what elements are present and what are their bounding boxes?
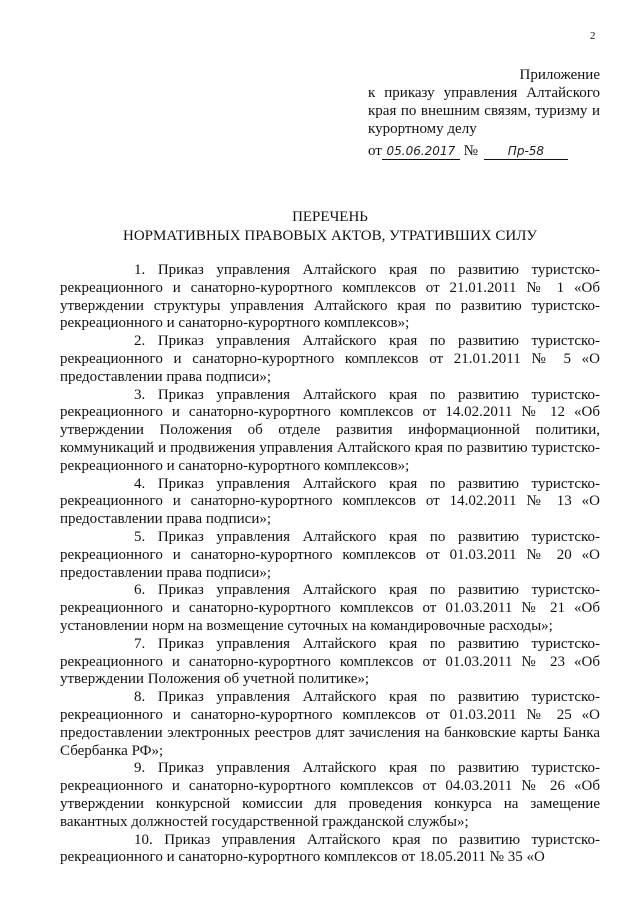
list-item: 3. Приказ управления Алтайского края по развитию туристско-рекреационного и санаторно-курортного комплексов от 14.02.2011 № 12 «Об утверждении Положения об отделе развития информационной политики, коммуникаций и продвижения управления Алтайского края по развитию туристско-рекреационного и санаторно-курортного комплексов»; <box>60 386 600 474</box>
appendix-block <box>368 66 600 160</box>
appendix-date-number-line <box>368 142 600 160</box>
number-label: № <box>463 143 478 159</box>
handwritten-number: Пр-58 <box>484 144 568 160</box>
heading-line-1: ПЕРЕЧЕНЬ <box>292 209 368 225</box>
list-item: 6. Приказ управления Алтайского края по развитию туристско-рекреационного и санаторно-курортного комплексов от 01.03.2011 № 21 «Об установлении норм на возмещение суточных на командировочные расходы»; <box>60 582 600 634</box>
appendix-title: Приложение <box>519 67 600 83</box>
acts-list <box>60 262 600 867</box>
list-item: 1. Приказ управления Алтайского края по развитию туристско-рекреационного и санаторно-курортного комплексов от 21.01.2011 № 1 «Об утверждении структуры управления Алтайского края по развитию туристско-рекреационного и санаторно-курортного комплексов»; <box>60 262 600 332</box>
list-item: 9. Приказ управления Алтайского края по развитию туристско-рекреационного и санаторно-курортного комплексов от 04.03.2011 № 26 «Об утверждении конкурсной комиссии для проведения конкурса на замещение вакантных должностей государственной гражданской службы»; <box>60 760 600 830</box>
from-label: от <box>368 143 382 159</box>
list-item: 5. Приказ управления Алтайского края по развитию туристско-рекреационного и санаторно-курортного комплексов от 01.03.2011 № 20 «О предоставлении права подписи»; <box>60 528 600 581</box>
list-item: 8. Приказ управления Алтайского края по развитию туристско-рекреационного и санаторно-курортного комплексов от 01.03.2011 № 25 «О предоставлении электронных реестров длят зачисления на банковские карты Банка Сбербанка РФ»; <box>60 689 600 759</box>
list-item: 10. Приказ управления Алтайского края по развитию туристско-рекреационного и санаторно-курортного комплексов от 18.05.2011 № 35 «О <box>60 831 600 866</box>
list-item: 4. Приказ управления Алтайского края по развитию туристско-рекреационного и санаторно-курортного комплексов от 14.02.2011 № 13 «О предоставлении права подписи»; <box>60 475 600 528</box>
document-heading <box>60 208 600 246</box>
appendix-body: к приказу управления Алтайского края по внешним связям, туризму и курортному делу <box>368 85 600 137</box>
list-item: 2. Приказ управления Алтайского края по развитию туристско-рекреационного и санаторно-курортного комплексов от 21.01.2011 № 5 «О предоставлении права подписи»; <box>60 333 600 385</box>
handwritten-date: 05.06.2017 <box>382 144 460 160</box>
heading-line-2: НОРМАТИВНЫХ ПРАВОВЫХ АКТОВ, УТРАТИВШИХ СИЛУ <box>123 228 537 244</box>
page-number: 2 <box>590 30 596 42</box>
list-item: 7. Приказ управления Алтайского края по развитию туристско-рекреационного и санаторно-курортного комплексов от 01.03.2011 № 23 «Об утверждении Положения об учетной политике»; <box>60 635 600 688</box>
